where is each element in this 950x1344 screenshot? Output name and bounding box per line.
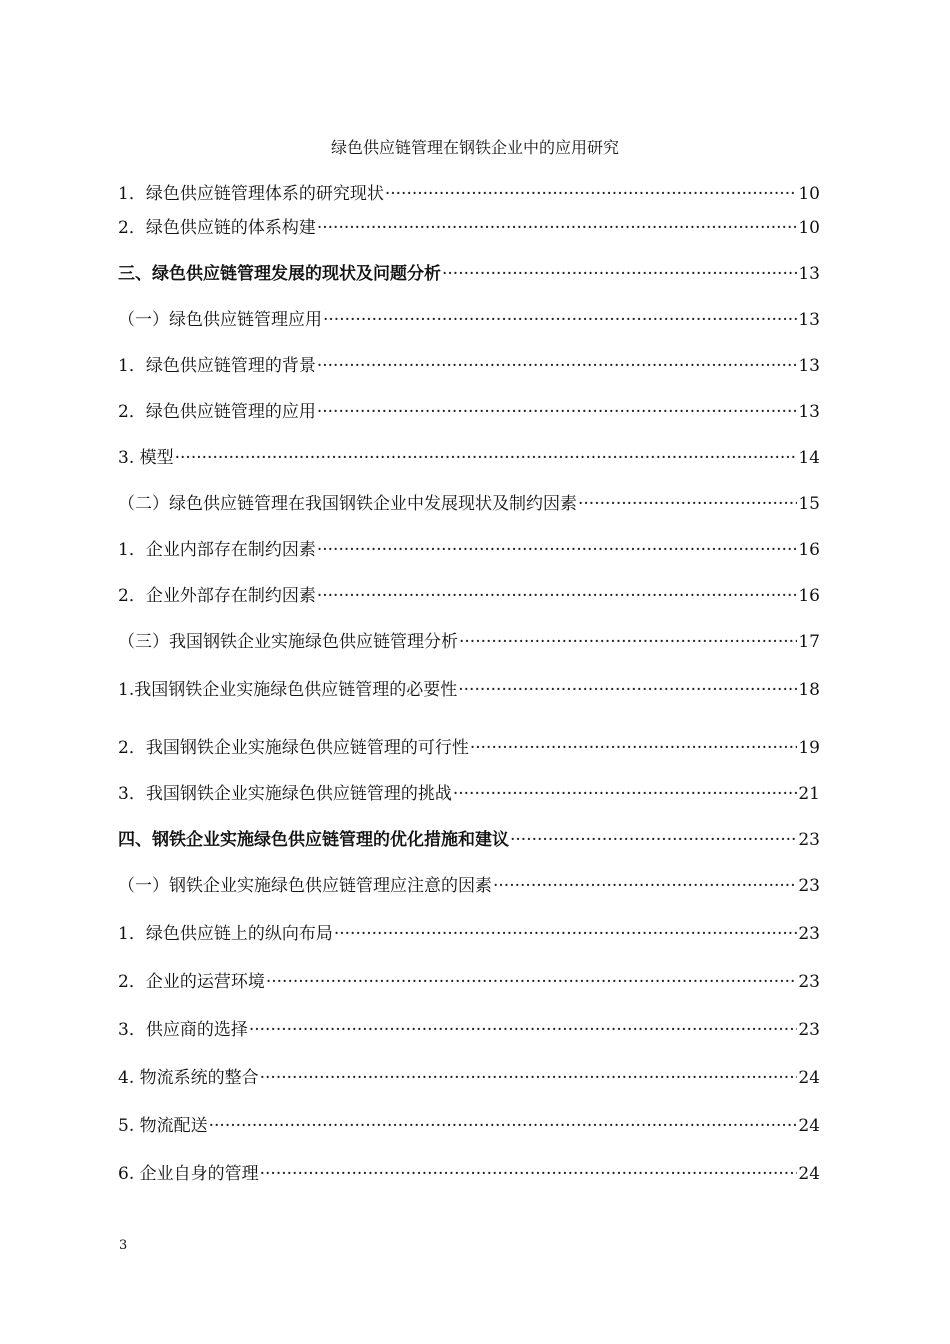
- toc-leader-dots: [334, 922, 798, 946]
- toc-entry-page: 13: [798, 264, 820, 284]
- toc-entry: [118, 1018, 820, 1042]
- document-header-title: 绿色供应链管理在钢铁企业中的应用研究: [330, 138, 619, 157]
- toc-entry-label: 2．企业的运营环境: [118, 972, 265, 992]
- toc-entry-label: 1.我国钢铁企业实施绿色供应链管理的必要性: [118, 680, 458, 700]
- toc-entry-page: 17: [798, 632, 820, 652]
- toc-entry-page: 24: [798, 1068, 820, 1088]
- toc-leader-dots: [317, 584, 798, 608]
- toc-entry-page: 18: [798, 680, 820, 700]
- toc-leader-dots: [260, 1066, 798, 1090]
- toc-entry-page: 14: [798, 448, 820, 468]
- toc-entry-label: 3. 模型: [118, 448, 174, 468]
- toc-entry-label: （一）钢铁企业实施绿色供应链管理应注意的因素: [118, 876, 492, 896]
- toc-entry: [118, 630, 820, 654]
- toc-entry: [118, 874, 820, 898]
- toc-leader-dots: [209, 1114, 798, 1138]
- toc-entry-label: 3．供应商的选择: [118, 1020, 248, 1040]
- toc-leader-dots: [323, 308, 797, 332]
- toc-entry-page: 23: [798, 972, 820, 992]
- toc-leader-dots: [317, 216, 798, 240]
- toc-entry: [118, 400, 820, 424]
- toc-entry-page: 24: [798, 1164, 820, 1184]
- toc-entry: [118, 262, 820, 286]
- toc-leader-dots: [260, 1162, 798, 1186]
- toc-entry-page: 10: [798, 184, 820, 204]
- toc-entry-label: 5. 物流配送: [118, 1116, 208, 1136]
- toc-entry: [118, 492, 820, 516]
- toc-entry: [118, 216, 820, 240]
- toc-entry: [118, 354, 820, 378]
- toc-leader-dots: [249, 1018, 798, 1042]
- toc-entry-label: 3．我国钢铁企业实施绿色供应链管理的挑战: [118, 784, 452, 804]
- toc-entry-page: 15: [798, 494, 820, 514]
- toc-entry-page: 13: [798, 356, 820, 376]
- toc-entry-page: 19: [798, 738, 820, 758]
- toc-leader-dots: [317, 354, 798, 378]
- toc-entry-page: 23: [798, 1020, 820, 1040]
- toc-entry: [118, 1066, 820, 1090]
- toc-entry: [118, 782, 820, 806]
- toc-entry-label: 2．我国钢铁企业实施绿色供应链管理的可行性: [118, 738, 469, 758]
- toc-entry: [118, 922, 820, 946]
- toc-entry-page: 21: [798, 784, 820, 804]
- toc-entry-page: 13: [798, 310, 820, 330]
- page-number: 3: [119, 1238, 128, 1253]
- toc-entry-page: 23: [798, 924, 820, 944]
- toc-entry-page: 16: [798, 540, 820, 560]
- toc-leader-dots: [493, 874, 797, 898]
- toc-leader-dots: [266, 970, 798, 994]
- toc-entry: [118, 736, 820, 760]
- toc-leader-dots: [317, 538, 798, 562]
- toc-leader-dots: [459, 630, 797, 654]
- toc-entry: [118, 1114, 820, 1138]
- toc-entry: [118, 308, 820, 332]
- toc-leader-dots: [578, 492, 797, 516]
- toc-leader-dots: [175, 446, 798, 470]
- toc-entry-label: 4. 物流系统的整合: [118, 1068, 259, 1088]
- toc-entry: [118, 182, 820, 206]
- toc-leader-dots: [470, 736, 798, 760]
- toc-entry: [118, 970, 820, 994]
- toc-entry-label: （三）我国钢铁企业实施绿色供应链管理分析: [118, 632, 458, 652]
- toc-entry-page: 24: [798, 1116, 820, 1136]
- toc-entry: [118, 538, 820, 562]
- toc-leader-dots: [453, 782, 798, 806]
- toc-leader-dots: [317, 400, 798, 424]
- toc-entry-page: 10: [798, 218, 820, 238]
- toc-entry-page: 13: [798, 402, 820, 422]
- toc-entry: [118, 678, 820, 702]
- toc-entry: [118, 446, 820, 470]
- toc-entry: [118, 584, 820, 608]
- toc-entry-label: 2．绿色供应链管理的应用: [118, 402, 316, 422]
- toc-leader-dots: [442, 262, 797, 286]
- toc-entry-label: （一）绿色供应链管理应用: [118, 310, 322, 330]
- toc-entry-label: 1．绿色供应链管理体系的研究现状: [118, 184, 384, 204]
- toc-entry-label: 1．绿色供应链上的纵向布局: [118, 924, 333, 944]
- toc-entry-label: 三、绿色供应链管理发展的现状及问题分析: [118, 264, 441, 284]
- toc-entry-label: 四、钢铁企业实施绿色供应链管理的优化措施和建议: [118, 830, 509, 850]
- toc-leader-dots: [458, 678, 797, 702]
- toc-entry-page: 16: [798, 586, 820, 606]
- toc-entry-label: 1．企业内部存在制约因素: [118, 540, 316, 560]
- toc-leader-dots: [510, 828, 797, 852]
- toc-entry-label: 2．企业外部存在制约因素: [118, 586, 316, 606]
- toc-entry: [118, 1162, 820, 1186]
- toc-entry-label: 2．绿色供应链的体系构建: [118, 218, 316, 238]
- toc-entry-page: 23: [798, 830, 820, 850]
- toc-entry-label: 6. 企业自身的管理: [118, 1164, 259, 1184]
- toc-entry-page: 23: [798, 876, 820, 896]
- toc-entry-label: （二）绿色供应链管理在我国钢铁企业中发展现状及制约因素: [118, 494, 577, 514]
- toc-leader-dots: [385, 182, 798, 206]
- toc-entry-label: 1．绿色供应链管理的背景: [118, 356, 316, 376]
- toc-entry: [118, 828, 820, 852]
